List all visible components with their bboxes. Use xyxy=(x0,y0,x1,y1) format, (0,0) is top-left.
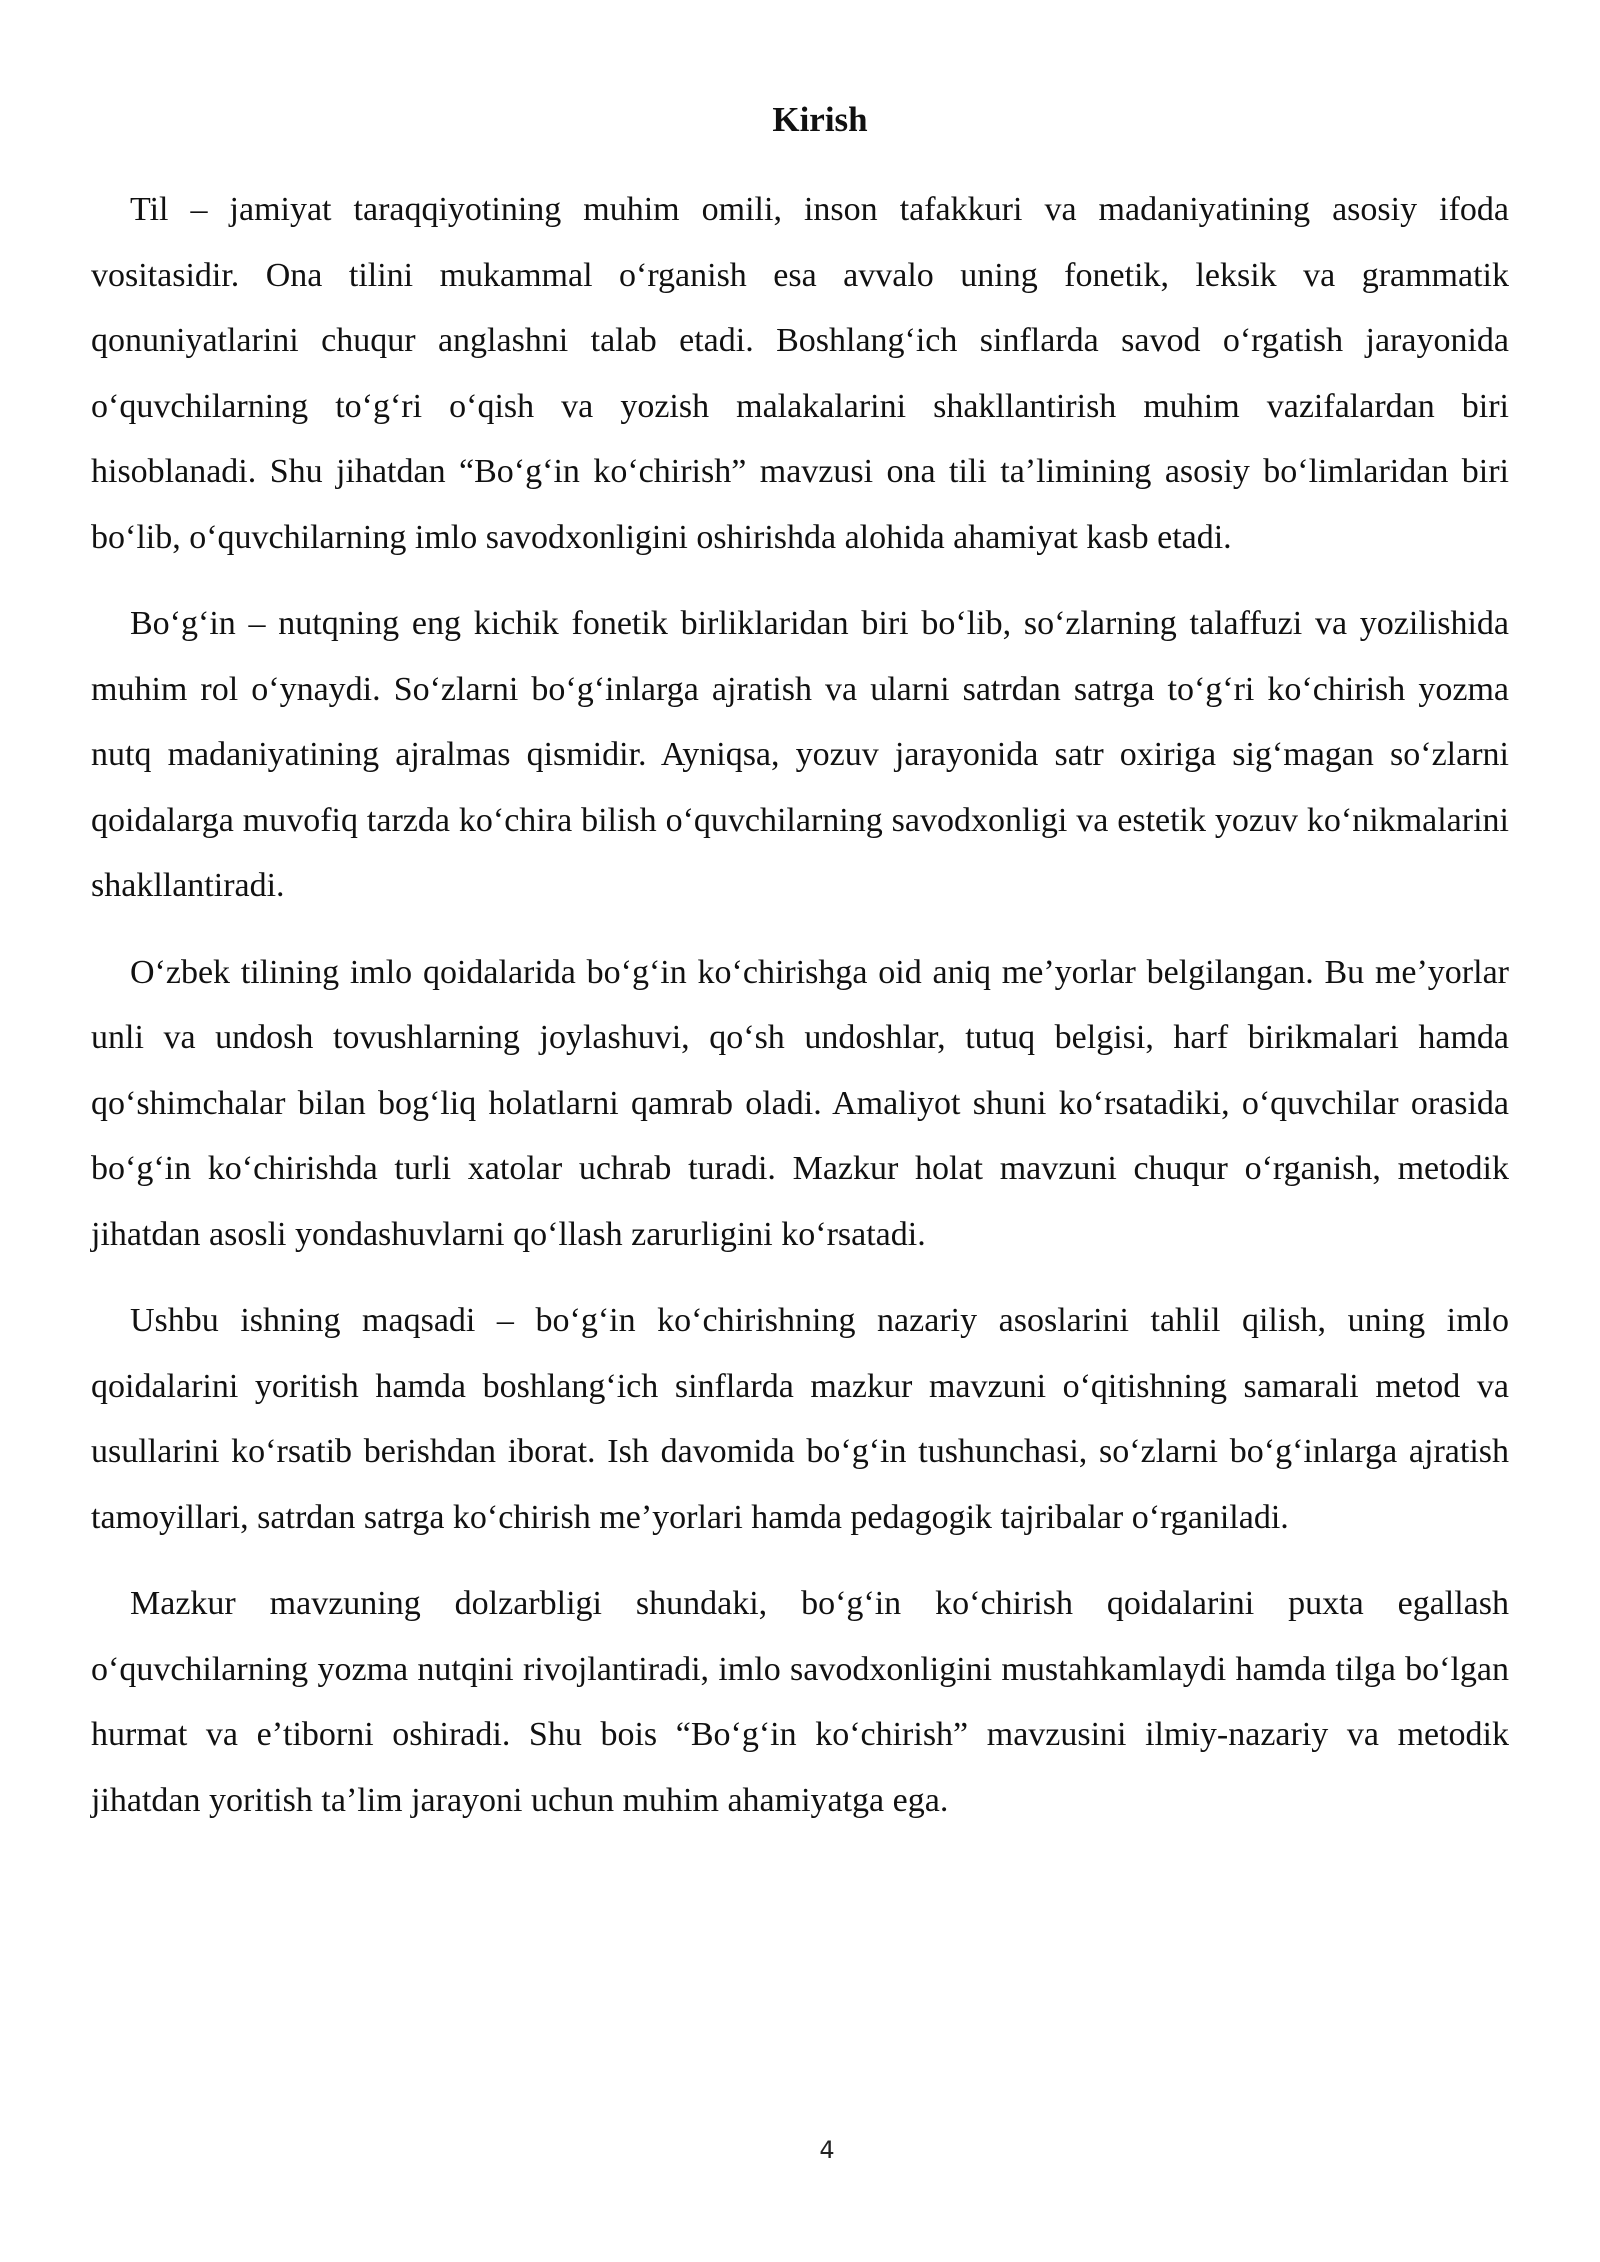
page-number: 4 xyxy=(819,2136,835,2164)
paragraph-3: Oʻzbek tilining imlo qoidalarida boʻgʻin koʻchirishga oid aniq meʼyorlar belgilangan. Bu meʼyorlar unli va undosh tovushlarning joylashuvi, qoʻsh undoshlar, tutuq belgisi, harf birikmalari hamda qoʻshimchalar bilan bogʻliq holatlarni qamrab oladi. Amaliyot shuni koʻrsatadiki, oʻquvchilar orasida boʻgʻin koʻchirishda turli xatolar uchrab turadi. Mazkur holat mavzuni chuqur oʻrganish, metodik jihatdan asosli yondashuvlarni qoʻllash zarurligini koʻrsatadi. xyxy=(91,953,1509,1253)
paragraph-2: Boʻgʻin – nutqning eng kichik fonetik birliklaridan biri boʻlib, soʻzlarning talaffuzi va yozilishida muhim rol oʻynaydi. Soʻzlarni boʻgʻinlarga ajratish va ularni satrdan satrga toʻgʻri koʻchirish yozma nutq madaniyatining ajralmas qismidir. Ayniqsa, yozuv jarayonida satr oxiriga sigʻmagan soʻzlarni qoidalarga muvofiq tarzda koʻchira bilish oʻquvchilarning savodxonligi va estetik yozuv koʻnikmalarini shakllantiradi. xyxy=(91,605,1509,904)
paragraph-4: Ushbu ishning maqsadi – boʻgʻin koʻchirishning nazariy asoslarini tahlil qilish, uning imlo qoidalarini yoritish hamda boshlangʻich sinflarda mazkur mavzuni oʻqitishning samarali metod va usullarini koʻrsatib berishdan iborat. Ish davomida boʻgʻin tushunchasi, soʻzlarni boʻgʻinlarga ajratish tamoyillari, satrdan satrga koʻchirish meʼyorlari hamda pedagogik tajribalar oʻrganiladi. xyxy=(91,1302,1509,1536)
section-title: Kirish xyxy=(772,100,868,139)
body-text xyxy=(91,177,1509,1854)
paragraph-5: Mazkur mavzuning dolzarbligi shundaki, boʻgʻin koʻchirish qoidalarini puxta egallash oʻquvchilarning yozma nutqini rivojlantiradi, imlo savodxonligini mustahkamlaydi hamda tilga boʻlgan hurmat va eʼtiborni oshiradi. Shu bois “Boʻgʻin koʻchirish” mavzusini ilmiy-nazariy va metodik jihatdan yoritish taʼlim jarayoni uchun muhim ahamiyatga ega. xyxy=(91,1585,1509,1819)
paragraph-1: Til – jamiyat taraqqiyotining muhim omili, inson tafakkuri va madaniyatining asosiy ifoda vositasidir. Ona tilini mukammal oʻrganish esa avvalo uning fonetik, leksik va grammatik qonuniyatlarini chuqur anglashni talab etadi. Boshlangʻich sinflarda savod oʻrgatish jarayonida oʻquvchilarning toʻgʻri oʻqish va yozish malakalarini shakllantirish muhim vazifalardan biri hisoblanadi. Shu jihatdan “Boʻgʻin koʻchirish” mavzusi ona tili taʼlimining asosiy boʻlimlaridan biri boʻlib, oʻquvchilarning imlo savodxonligini oshirishda alohida ahamiyat kasb etadi. xyxy=(91,191,1509,556)
